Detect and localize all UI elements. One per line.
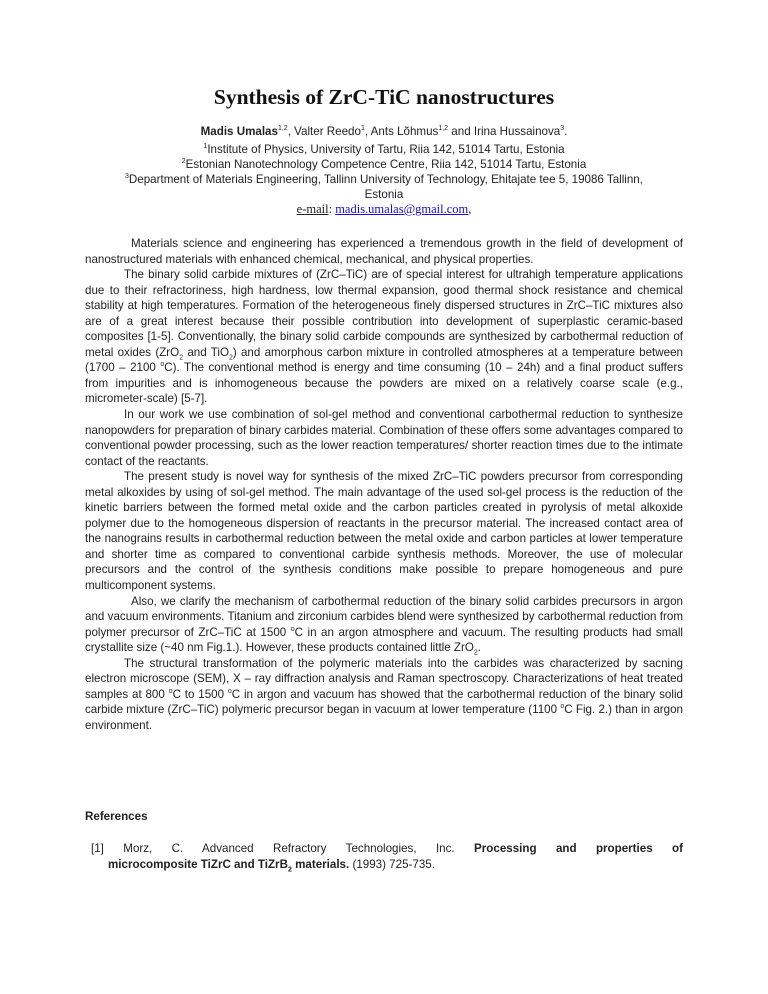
paragraph-5: Also, we clarify the mechanism of carbothermal reduction of the binary solid carbides precursors in argon and vacuum environments. Titanium and zirconium carbides blend were synthesized by carbothermal reduction from polymer precursor of ZrC–TiC at 1500 $^o$C in an argon atmosphere and vacuum. The resulting products had small crystallite size (~40 nm Fig.1.). However, these products contained little ZrO$_2$. (85, 594, 683, 657)
author-affiliation-marker: 1,2 (438, 125, 449, 133)
reference-details: (1993) 725-735. (352, 857, 435, 871)
paragraph-3: In our work we use combination of sol-gel method and conventional carbothermal reduction to synthesize nanopowders for preparation of binary carbides material. Combination of these offers some advantages compared to conventional powder processing, such as the lower reaction temperatures/ shorter reaction times due to the intimate contact of the reactants. (85, 408, 683, 468)
contact-email-line: e-mail: madis.umalas@gmail.com, (296, 202, 472, 216)
affiliation-3-continued: Estonia (364, 188, 404, 201)
paragraph-6: The structural transformation of the polymeric materials into the carbides was characterized by sacning electron microscope (SEM), X – ray diffraction analysis and Raman spectroscopy. Characterizations of heat treated samples at 800 $^o$C to 1500 $^o$C in argon and vacuum has showed that the carbothermal reduction of the binary solid carbide mixture (ZrC–TiC) polymeric precursor began in vacuum at lower temperature (1100 $^o$C Fig. 2.) than in argon environment. (85, 656, 683, 732)
author-list: Madis Umalas$^{1,2}$, Valter Reedo$^1$, Ants Lõhmus$^{1,2}$ and Irina Hussainova$^3$. (200, 125, 568, 138)
reference-title: Processing and properties of (474, 842, 683, 855)
author-name: Valter Reedo (294, 125, 361, 138)
email-label: e-mail (296, 202, 329, 216)
references-heading: References (85, 810, 148, 823)
email-link[interactable]: madis.umalas@gmail.com (335, 202, 469, 216)
affiliation-3: $^3$Department of Materials Engineering, Tallinn University of Technology, Ehitajate tee 5, 19086 Tallinn, (125, 173, 643, 186)
paragraph-1: Materials science and engineering has experienced a tremendous growth in the field of development of nanostructured materials with enhanced chemical, mechanical, and physical properties. (85, 237, 683, 266)
author-affiliation-marker: 3 (560, 125, 565, 133)
paragraph-4: The present study is novel way for synthesis of the mixed ZrC–TiC powders precursor from corresponding metal alkoxides by using of sol-gel method. The main advantage of the used sol-gel process is the reduction of the kinetic barriers between the formed metal oxide and the carbon particles created in pyrolysis of metal alkoxide polymer due to the homogeneous dispersion of reactants in the precursor material. The increased contact area of the nanograins results in carbothermal reduction between the metal oxide and carbon particles at lower temperature and shorter time as compared to conventional carbide synthesis methods. Moreover, the use of molecular precursors and the control of the synthesis conditions make possible to prepare homogeneous and pure multicomponent systems. (85, 470, 683, 593)
author-name: Madis Umalas (200, 125, 278, 138)
reference-item (91, 841, 683, 872)
reference-number: [1] (91, 842, 104, 855)
reference-title-continued: microcomposite TiZrC and TiZrB$_2$ materials. (108, 857, 350, 873)
abstract-body (85, 236, 683, 734)
affiliation-1: $^1$Institute of Physics, University of Tartu, Riia 142, 51014 Tartu, Estonia (203, 143, 565, 156)
paper-title: Synthesis of ZrC-TiC nanostructures (213, 85, 555, 109)
affiliation-2: $^2$Estonian Nanotechnology Competence Centre, Riia 142, 51014 Tartu, Estonia (181, 158, 587, 171)
author-affiliation-marker: 1,2 (277, 125, 288, 133)
reference-authors: Morz, C. Advanced Refractory Technologies, Inc. (123, 842, 455, 855)
author-name: Irina Hussainova (473, 125, 561, 138)
author-affiliation-marker: 1 (360, 125, 365, 133)
author-name: Ants Lõhmus (370, 125, 439, 138)
paragraph-2: The binary solid carbide mixtures of (ZrC–TiC) are of special interest for ultrahigh temperature applications due to their refractoriness, high hardness, low thermal expansion, good thermal shock resistance and chemical stability at high temperatures. Formation of the heterogeneous finely dispersed structures in ZrC–TiC mixtures also are of a great interest because their possible contribution into development of superplastic ceramic-based composites [1-5]. Conventionally, the binary solid carbide compounds are synthesized by carbothermal reduction of metal oxides (ZrO$_2$ and TiO$_2$) and amorphous carbon mixture in controlled atmospheres at a temperature between (1700 – 2100 $^o$C). The conventional method is energy and time consuming (10 – 24h) and a final product suffers from impurities and is inhomogeneous because the powders are mixed on a relatively coarse scale (e.g., micrometer-scale) [5-7]. (85, 268, 683, 406)
